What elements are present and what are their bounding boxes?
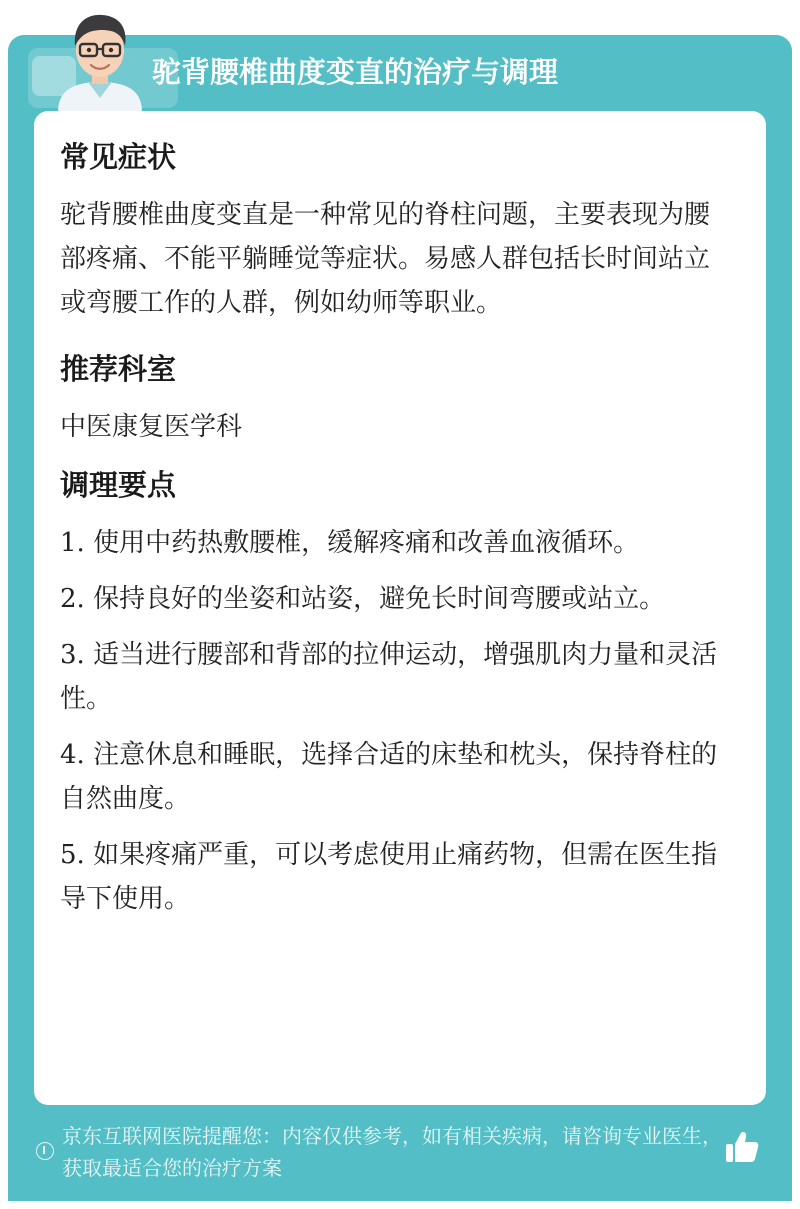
symptoms-text: 驼背腰椎曲度变直是一种常见的脊柱问题，主要表现为腰部疼痛、不能平躺睡觉等症状。易感人群包括长时间站立或弯腰工作的人群，例如幼师等职业。 [60,200,711,318]
care-item-text: 如果疼痛严重，可以考虑使用止痛药物，但需在医生指导下使用。 [60,840,718,914]
care-item [60,577,724,621]
care-item [60,521,724,565]
disclaimer-text: 京东互联网医院提醒您：内容仅供参考，如有相关疾病，请咨询专业医生，获取最适合您的治疗方案 [62,1124,722,1180]
care-item [60,633,724,721]
thumbs-up-icon[interactable] [724,1130,760,1164]
care-item [60,833,724,921]
disclaimer [36,1120,726,1184]
department-heading: 推荐科室 [60,352,177,386]
care-heading: 调理要点 [60,468,177,502]
article-card [34,111,766,1105]
department-text: 中医康复医学科 [60,412,243,442]
care-item-number: 3. [60,640,85,670]
care-item-number: 2. [60,584,85,614]
care-item-text: 适当进行腰部和背部的拉伸运动，增强肌肉力量和灵活性。 [60,640,718,714]
care-item-number: 4. [60,740,85,770]
care-item-number: 1. [60,528,85,558]
care-item-text: 保持良好的坐姿和站姿，避免长时间弯腰或站立。 [93,584,666,614]
care-item [60,733,724,821]
doctor-avatar [44,6,156,112]
info-icon [36,1142,54,1160]
care-item-text: 使用中药热敷腰椎，缓解疼痛和改善血液循环。 [93,528,640,558]
care-item-number: 5. [60,840,85,870]
symptoms-heading: 常见症状 [60,140,177,174]
article-content [60,133,724,929]
page-title: 驼背腰椎曲度变直的治疗与调理 [152,55,559,89]
care-item-text: 注意休息和睡眠，选择合适的床垫和枕头，保持脊柱的自然曲度。 [60,740,718,814]
